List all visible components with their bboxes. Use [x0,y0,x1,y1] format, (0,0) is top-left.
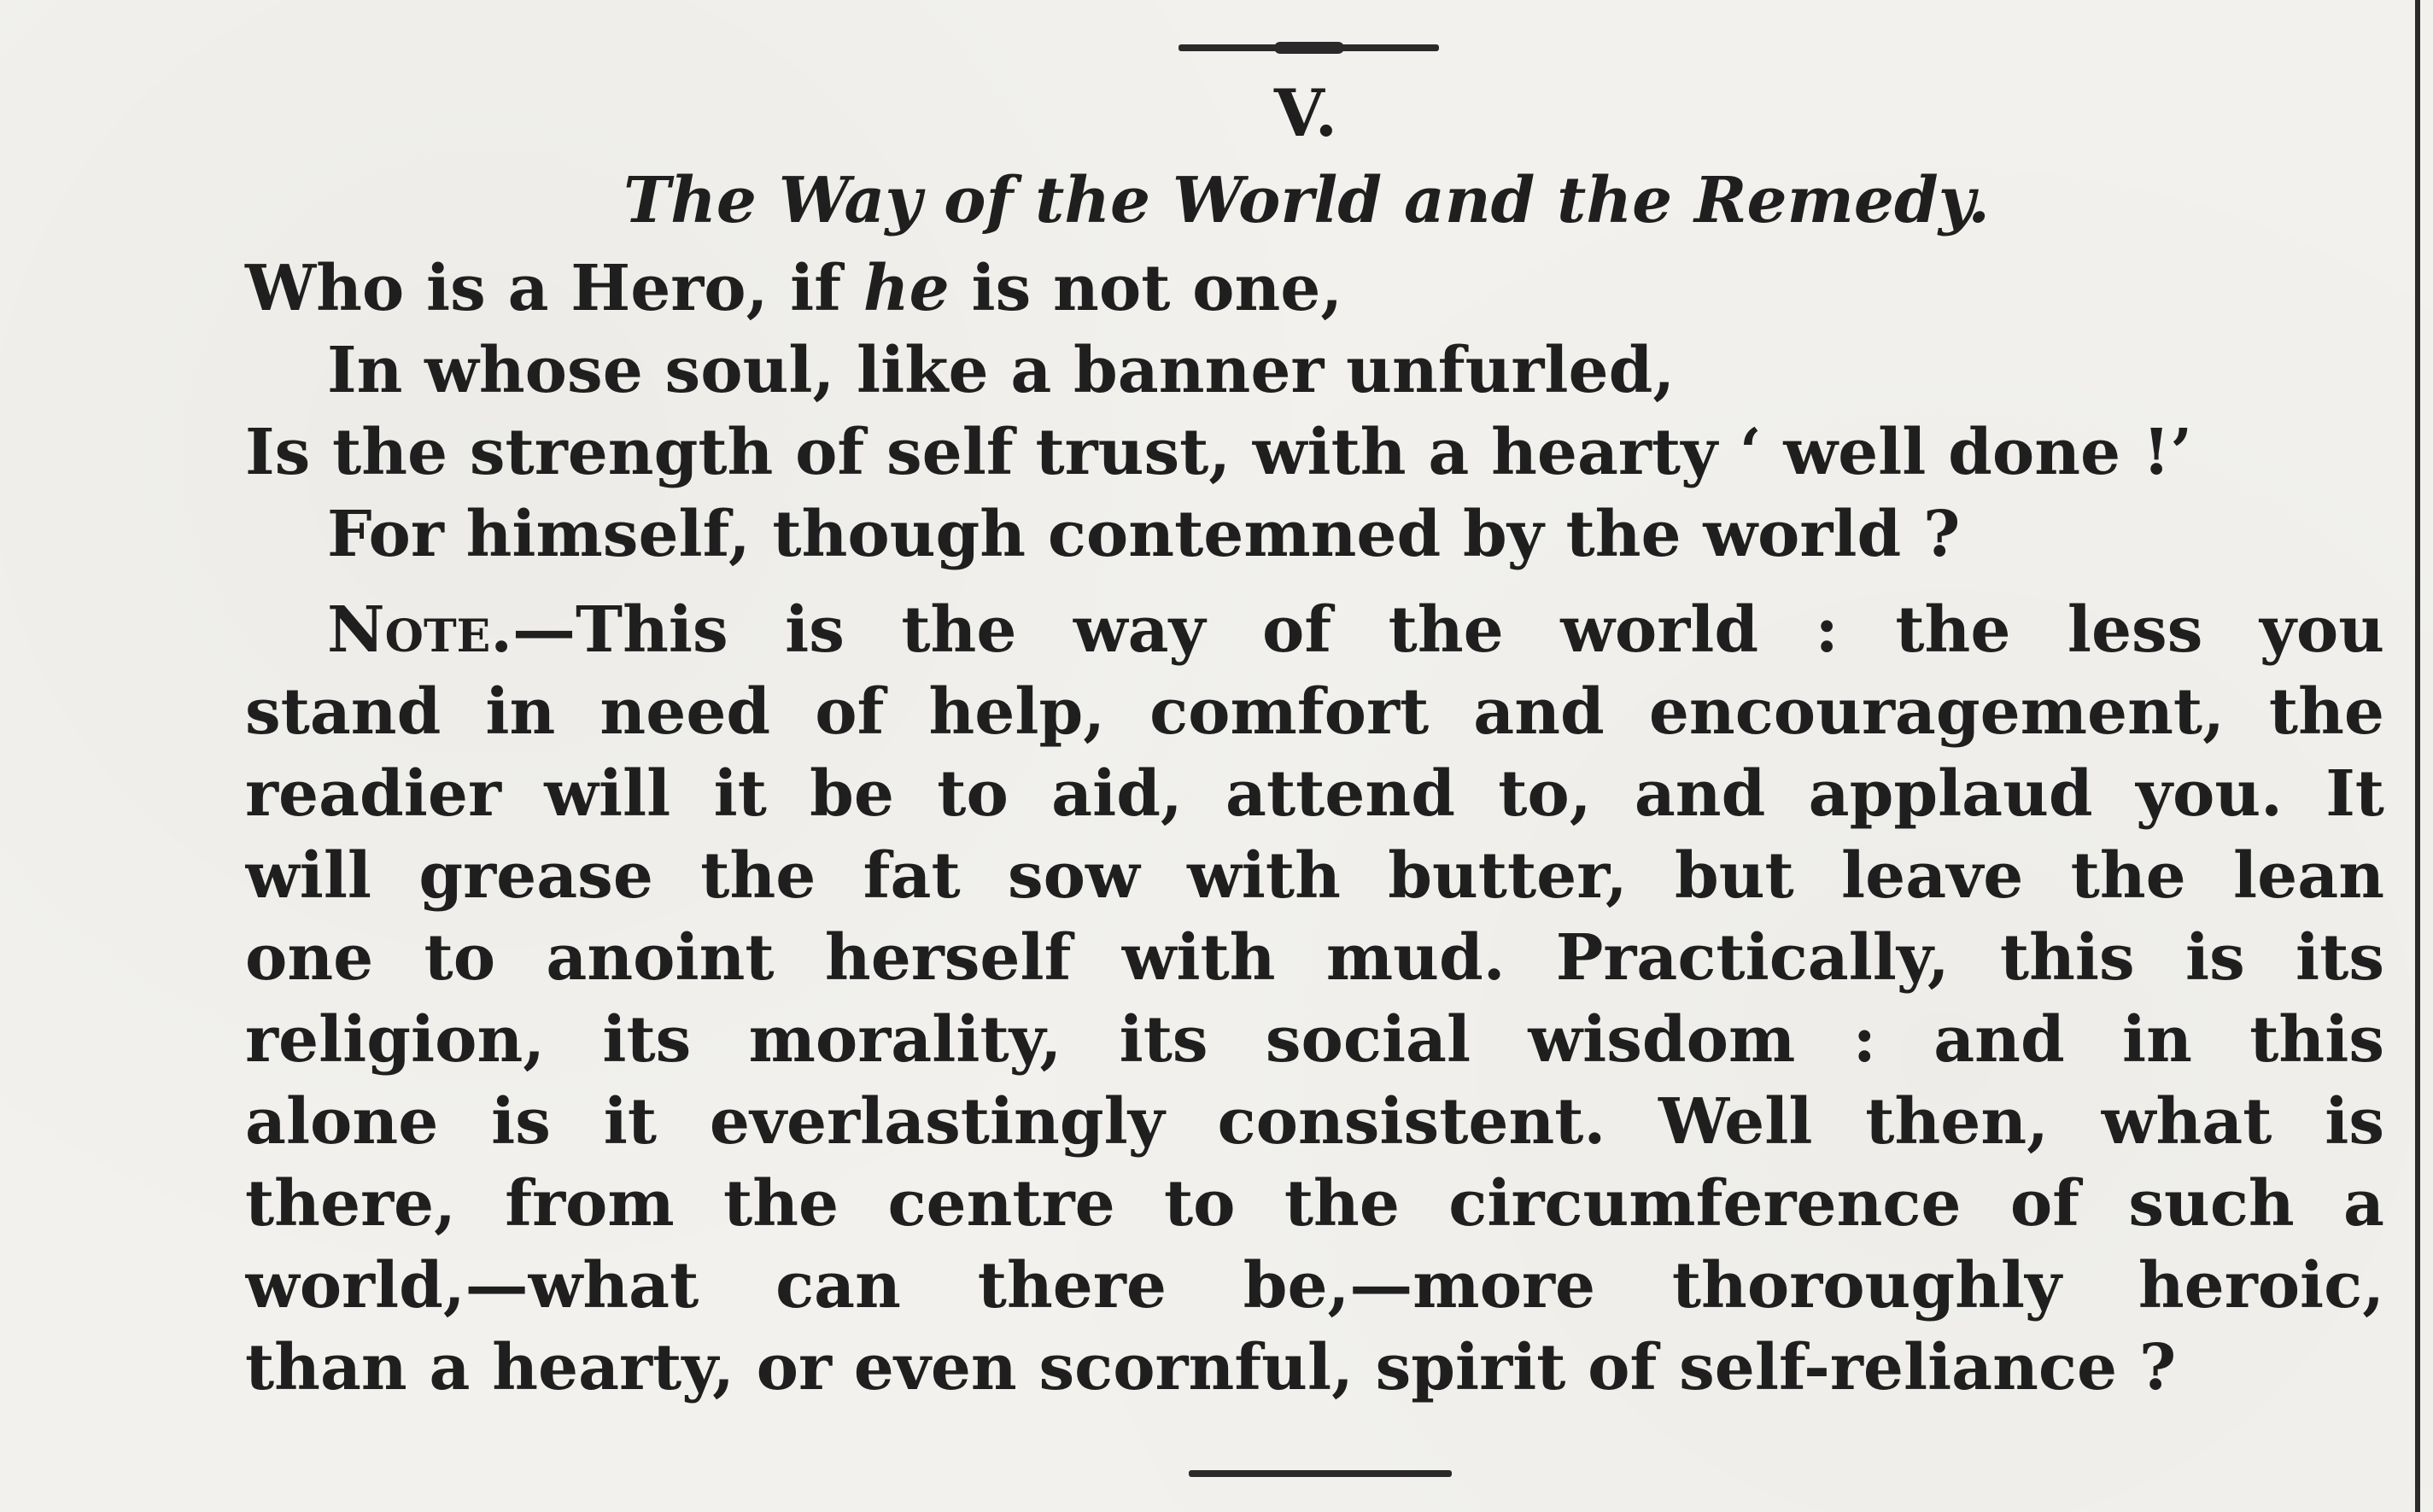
verse-line-1-start: Who is a Hero, if [245,252,863,325]
verse-line-4: For himself, though contemned by the world ? [327,498,1961,571]
note-label: Note. [327,593,513,667]
note-paragraph [245,589,2384,1409]
note-line: there, from the centre to the circumference of such a [245,1167,2384,1241]
top-ornamental-rule [1178,44,1439,51]
verse-line-1 [245,248,2384,330]
note-line: will grease the fat sow with butter, but leave the lean [245,839,2384,913]
verse-line-3: Is the strength of self trust, with a hearty ‘ well done !’ [245,416,2193,489]
note-line [245,589,2384,671]
section-numeral: V. [1273,75,1340,151]
note-line: alone is it everlastingly consistent. Well then, what is [245,1085,2384,1159]
note-line: than a hearty, or even scornful, spirit of self-reliance ? [245,1331,2177,1404]
note-line: one to anoint herself with mud. Practically, this is its [245,921,2384,995]
note-line-text: —This is the way of the world : the less you [512,593,2384,667]
verse-line-1-end: is not one, [949,252,1343,325]
note-line: world,—what can there be,—more thoroughly heroic, [245,1249,2384,1322]
verse-line-1-italic: he [863,252,950,325]
poem-title: The Way of the World and the Remedy. [623,164,1990,237]
note-line: readier will it be to aid, attend to, and applaud you. It [245,757,2384,831]
note-line: religion, its morality, its social wisdom : and in this [245,1003,2384,1077]
bottom-rule [1189,1470,1452,1477]
note-line: stand in need of help, comfort and encouragement, the [245,675,2384,749]
verse-line-2: In whose soul, like a banner unfurled, [327,334,1676,407]
